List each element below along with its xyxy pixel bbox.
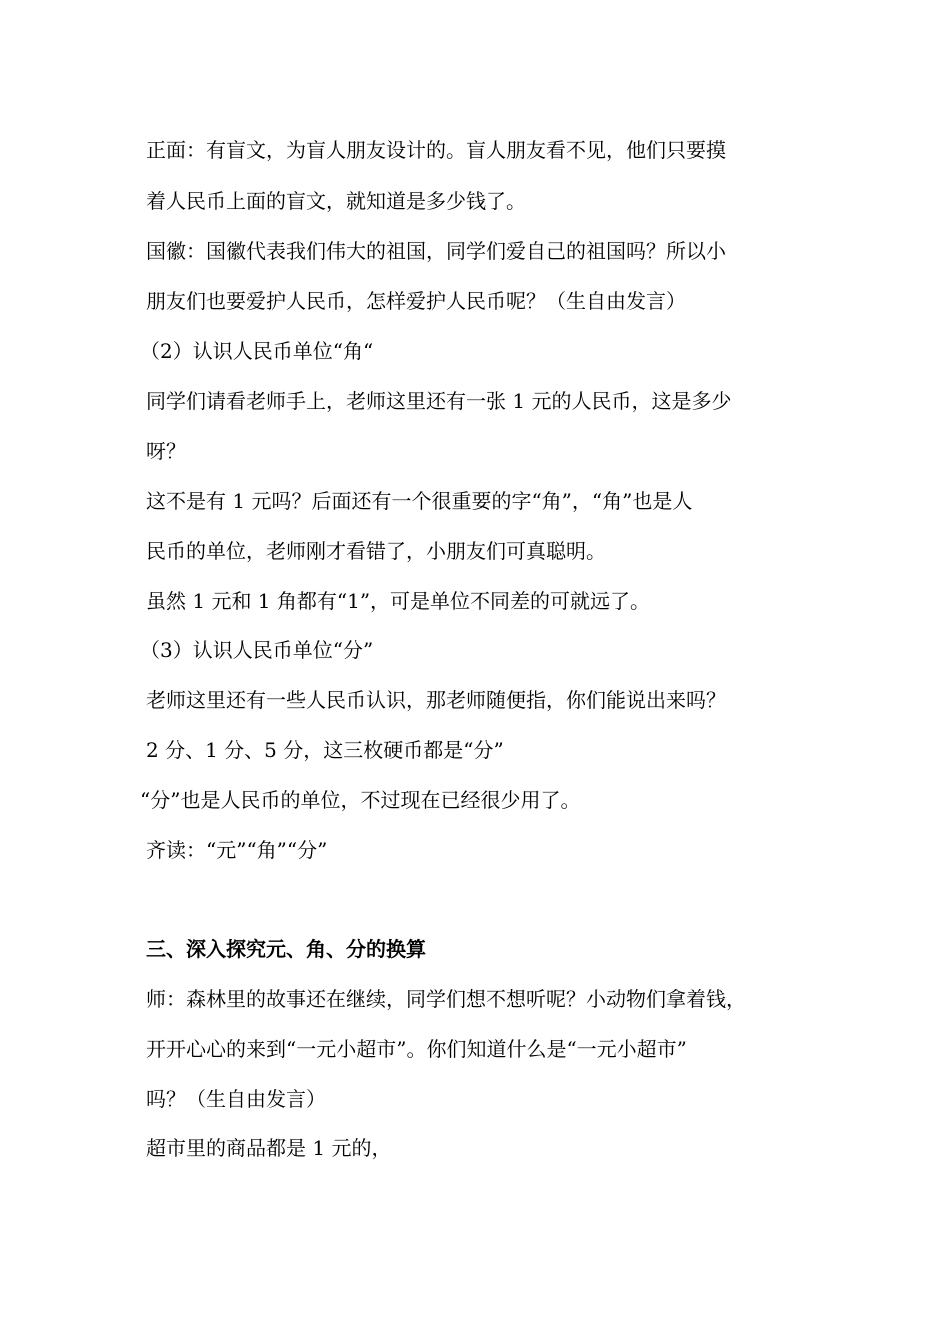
paragraph-line: 着人民币上面的盲文，就知道是多少钱了。 (146, 189, 526, 213)
paragraph-line: 开开心心的来到“一元小超市”。你们知道什么是“一元小超市” (146, 1037, 687, 1061)
subsection-heading: （2）认识人民币单位“角“ (140, 339, 374, 363)
paragraph-line: 虽然 1 元和 1 角都有“1”，可是单位不同差的可就远了。 (146, 589, 651, 613)
paragraph-line: 老师这里还有一些人民币认识，那老师随便指，你们能说出来吗？ (146, 688, 726, 712)
paragraph-line: 师：森林里的故事还在继续，同学们想不想听呢？小动物们拿着钱， (146, 987, 746, 1011)
section-heading: 三、深入探究元、角、分的换算 (146, 937, 426, 961)
paragraph-line: 超市里的商品都是 1 元的， (146, 1136, 392, 1160)
paragraph-line: 吗？（生自由发言） (146, 1087, 326, 1111)
paragraph-line: 民币的单位，老师刚才看错了，小朋友们可真聪明。 (146, 539, 606, 563)
paragraph-line: 齐读：“元”“角”“分” (146, 838, 328, 862)
paragraph-line: 同学们请看老师手上，老师这里还有一张 1 元的人民币，这是多少 (146, 389, 732, 413)
subsection-heading: （3）认识人民币单位“分” (140, 638, 374, 662)
paragraph-line: “分”也是人民币的单位，不过现在已经很少用了。 (140, 788, 581, 812)
paragraph-line: 正面：有盲文，为盲人朋友设计的。盲人朋友看不见，他们只要摸 (146, 138, 726, 162)
paragraph-line: 2 分、1 分、5 分，这三枚硬币都是“分” (146, 738, 504, 762)
paragraph-line: 呀？ (146, 439, 186, 463)
paragraph-line: 国徽：国徽代表我们伟大的祖国，同学们爱自己的祖国吗？所以小 (146, 239, 726, 263)
paragraph-line: 这不是有 1 元吗？后面还有一个很重要的字“角”，“角”也是人 (146, 489, 693, 513)
paragraph-line: 朋友们也要爱护人民币，怎样爱护人民币呢？（生自由发言） (146, 289, 686, 313)
